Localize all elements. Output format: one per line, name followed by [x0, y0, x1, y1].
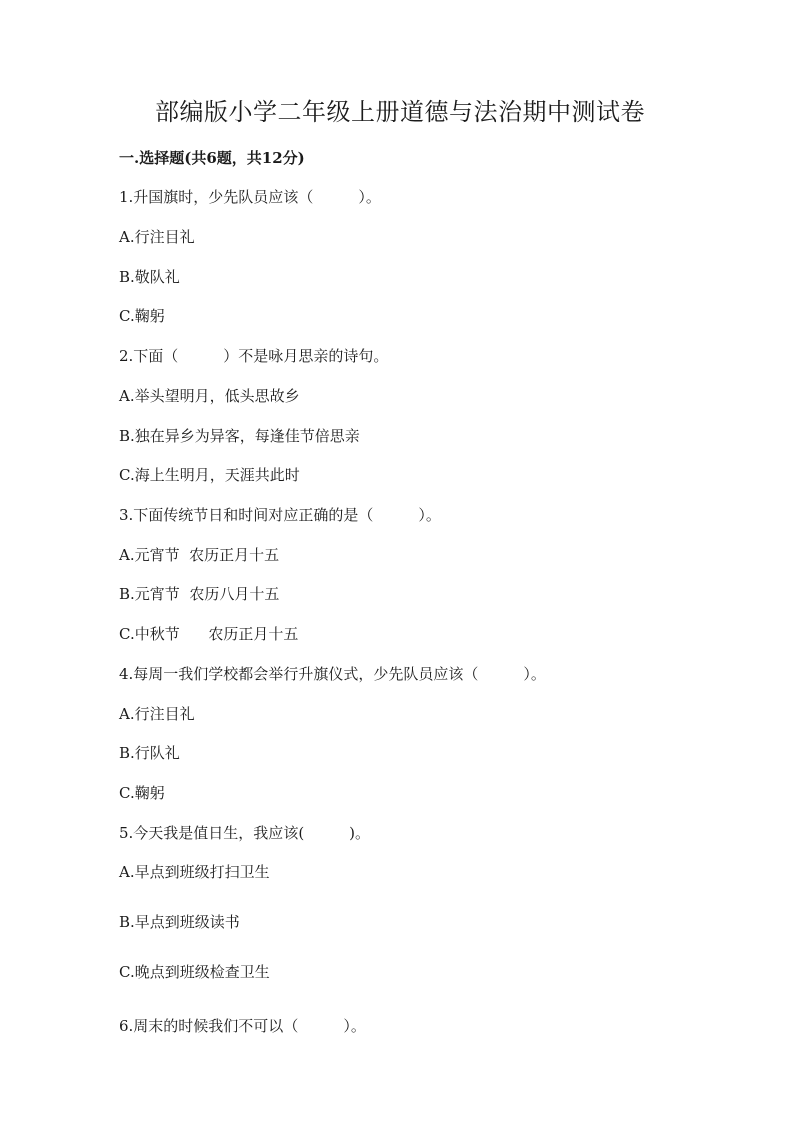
question-1-option-b: B.敬队礼	[119, 268, 180, 286]
question-2-option-a: A.举头望明月，低头思故乡	[119, 387, 300, 405]
question-1-option-c: C.鞠躬	[119, 307, 165, 325]
section-heading: 一.选择题(共6题，共12分)	[119, 149, 305, 167]
question-1-option-a: A.行注目礼	[119, 228, 195, 246]
question-3-stem: 3.下面传统节日和时间对应正确的是（ ）。	[119, 506, 441, 524]
exam-title: 部编版小学二年级上册道德与法治期中测试卷	[155, 98, 645, 126]
question-3-option-b: B.元宵节 农历八月十五	[119, 585, 280, 603]
question-4-option-a: A.行注目礼	[119, 705, 195, 723]
question-3-option-c: C.中秋节 农历正月十五	[119, 625, 299, 643]
question-1-stem: 1.升国旗时，少先队员应该（ ）。	[119, 188, 381, 206]
question-2-option-b: B.独在异乡为异客，每逢佳节倍思亲	[119, 427, 360, 445]
question-3-option-a: A.元宵节 农历正月十五	[119, 546, 280, 564]
question-4-stem: 4.每周一我们学校都会举行升旗仪式，少先队员应该（ ）。	[119, 665, 546, 683]
question-5-option-c: C.晚点到班级检查卫生	[119, 963, 270, 981]
question-5-option-a: A.早点到班级打扫卫生	[119, 863, 270, 881]
question-6-stem: 6.周末的时候我们不可以（ ）。	[119, 1017, 366, 1035]
question-4-option-c: C.鞠躬	[119, 784, 165, 802]
question-5-option-b: B.早点到班级读书	[119, 913, 240, 931]
question-5-stem: 5.今天我是值日生，我应该( )。	[119, 824, 371, 842]
question-2-stem: 2.下面（ ）不是咏月思亲的诗句。	[119, 347, 389, 365]
question-4-option-b: B.行队礼	[119, 744, 180, 762]
question-2-option-c: C.海上生明月，天涯共此时	[119, 466, 300, 484]
